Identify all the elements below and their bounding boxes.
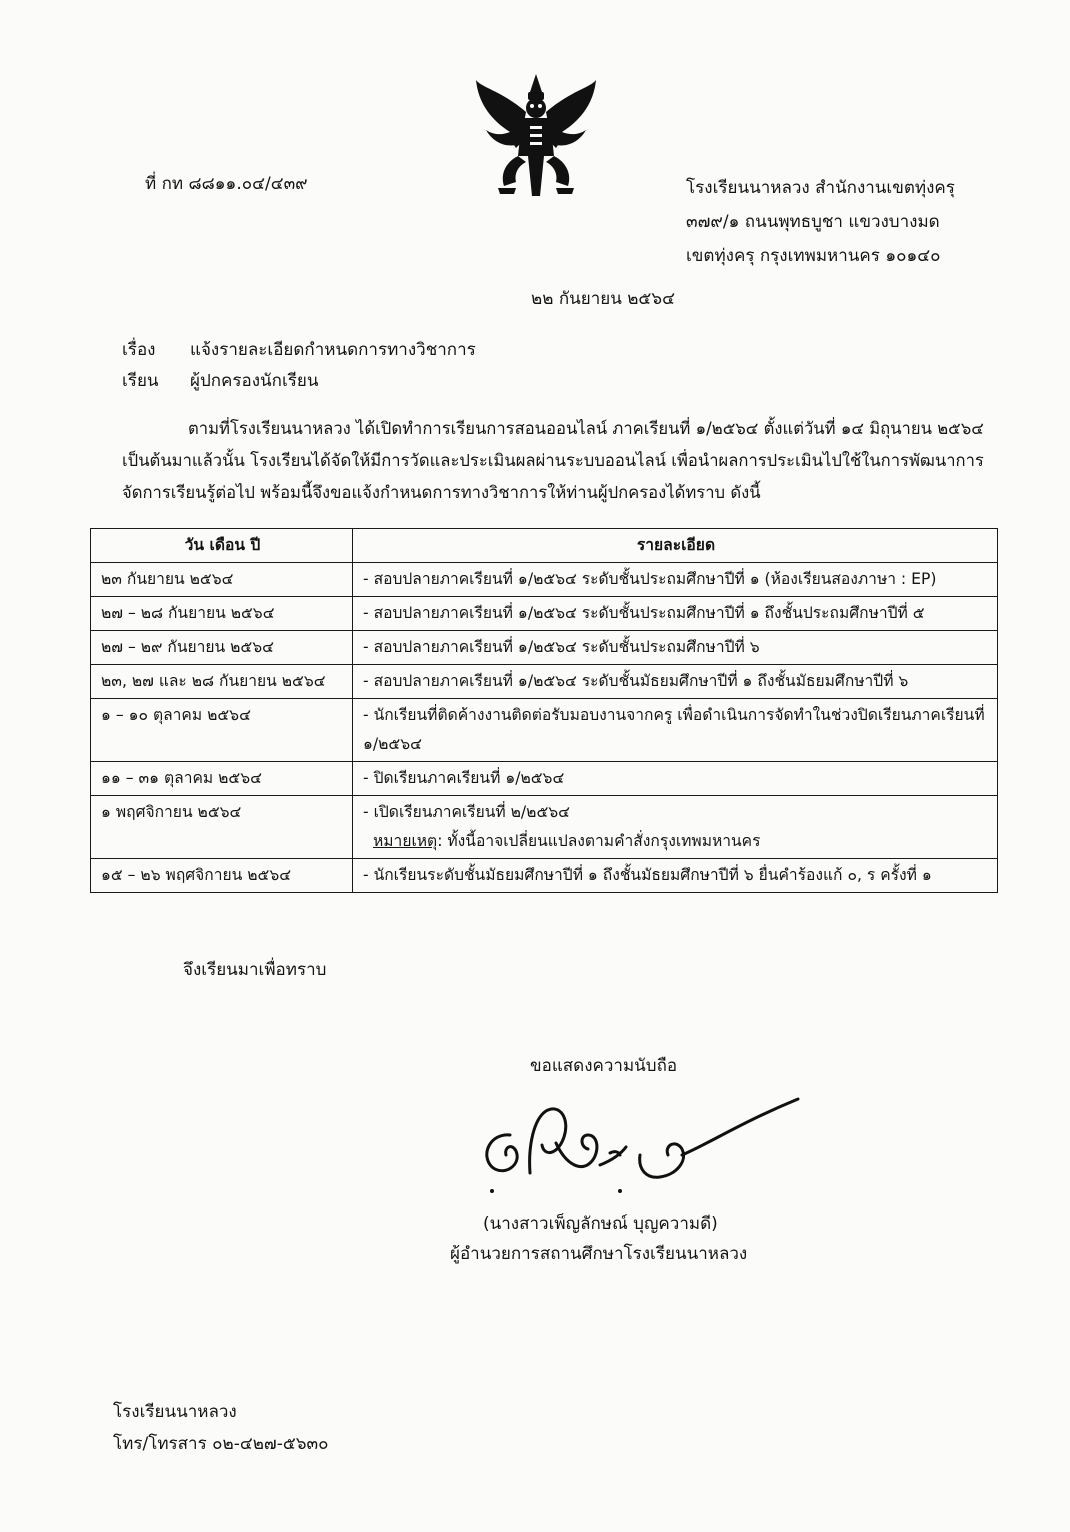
reference-number: ที่ กท ๘๘๑๑.๐๔/๔๓๙ [145, 174, 308, 194]
table-row [91, 631, 998, 665]
subject-text: แจ้งรายละเอียดกำหนดการทางวิชาการ [190, 340, 476, 360]
row-note [363, 827, 989, 856]
row-date: ๒๗ – ๒๘ กันยายน ๒๕๖๔ [91, 597, 353, 631]
row-detail: - ปิดเรียนภาคเรียนที่ ๑/๒๕๖๔ [353, 762, 998, 796]
row-detail: - สอบปลายภาคเรียนที่ ๑/๒๕๖๔ ระดับชั้นมัธยมศึกษาปีที่ ๑ ถึงชั้นมัธยมศึกษาปีที่ ๖ [353, 665, 998, 699]
address-line-1: โรงเรียนนาหลวง สำนักงานเขตทุ่งครุ [686, 178, 955, 198]
subject-label: เรื่อง [122, 340, 156, 360]
row-date: ๑๕ – ๒๖ พฤศจิกายน ๒๕๖๔ [91, 859, 353, 893]
row-date: ๒๓ กันยายน ๒๕๖๔ [91, 563, 353, 597]
table-row [91, 699, 998, 762]
letter-date: ๒๒ กันยายน ๒๕๖๔ [531, 289, 675, 309]
row-detail: - นักเรียนที่ติดค้างงานติดต่อรับมอบงานจากครู เพื่อดำเนินการจัดทำในช่วงปิดเรียนภาคเรียนที่ ๑/๒๕๖๔ [353, 699, 998, 762]
table-row [91, 563, 998, 597]
row-date: ๒๓, ๒๗ และ ๒๘ กันยายน ๒๕๖๔ [91, 665, 353, 699]
recipient-text: ผู้ปกครองนักเรียน [190, 371, 319, 391]
row-detail: - เปิดเรียนภาคเรียนที่ ๒/๒๕๖๔ [363, 803, 570, 821]
garuda-emblem [470, 70, 602, 202]
table-header-row [91, 529, 998, 563]
footer-school: โรงเรียนนาหลวง [113, 1402, 237, 1422]
row-date: ๒๗ – ๒๙ กันยายน ๒๕๖๔ [91, 631, 353, 665]
note-label: หมายเหตุ [373, 832, 438, 850]
row-date: ๑ – ๑๐ ตุลาคม ๒๕๖๔ [91, 699, 353, 762]
table-row [91, 665, 998, 699]
row-date: ๑ พฤศจิกายน ๒๕๖๔ [91, 796, 353, 859]
table-row [91, 859, 998, 893]
address-line-3: เขตทุ่งครุ กรุงเทพมหานคร ๑๐๑๔๐ [686, 246, 941, 266]
column-header-detail: รายละเอียด [353, 529, 998, 563]
table-row [91, 762, 998, 796]
row-detail: - นักเรียนระดับชั้นมัธยมศึกษาปีที่ ๑ ถึงชั้นมัธยมศึกษาปีที่ ๖ ยื่นคำร้องแก้ ๐, ร ครั้งที่ ๑ [353, 859, 998, 893]
row-detail-cell [353, 796, 998, 859]
column-header-date: วัน เดือน ปี [91, 529, 353, 563]
signatory-name: (นางสาวเพ็ญลักษณ์ บุญความดี) [483, 1214, 718, 1234]
recipient-label: เรียน [122, 371, 159, 391]
table-row [91, 597, 998, 631]
row-detail: - สอบปลายภาคเรียนที่ ๑/๒๕๖๔ ระดับชั้นประถมศึกษาปีที่ ๑ ถึงชั้นประถมศึกษาปีที่ ๕ [353, 597, 998, 631]
closing-line: จึงเรียนมาเพื่อทราบ [183, 960, 327, 980]
table-row [91, 796, 998, 859]
body-paragraph: ตามที่โรงเรียนนาหลวง ได้เปิดทำการเรียนการสอนออนไลน์ ภาคเรียนที่ ๑/๒๕๖๔ ตั้งแต่วันที่ ๑๔ มิถุนายน ๒๕๖๔ เป็นต้นมาแล้วนั้น โรงเรียนได้จัดให้มีการวัดและประเมินผลผ่านระบบออนไลน์ เพื่อนำผลการประเมินไปใช้ในการพัฒนาการจัดการเรียนรู้ต่อไป พร้อมนี้จึงขอแจ้งกำหนดการทางวิชาการให้ท่านผู้ปกครองได้ทราบ ดังนี้ [122, 419, 984, 502]
schedule-table [90, 528, 998, 893]
footer-phone: โทร/โทรสาร ๐๒-๔๒๗-๕๖๓๐ [113, 1434, 329, 1454]
row-detail: - สอบปลายภาคเรียนที่ ๑/๒๕๖๔ ระดับชั้นประถมศึกษาปีที่ ๑ (ห้องเรียนสองภาษา : EP) [353, 563, 998, 597]
row-detail: - สอบปลายภาคเรียนที่ ๑/๒๕๖๔ ระดับชั้นประถมศึกษาปีที่ ๖ [353, 631, 998, 665]
signatory-position: ผู้อำนวยการสถานศึกษาโรงเรียนนาหลวง [450, 1244, 748, 1264]
handwritten-signature [470, 1095, 810, 1205]
regards-line: ขอแสดงความนับถือ [530, 1056, 678, 1076]
address-line-2: ๓๗๙/๑ ถนนพุทธบูชา แขวงบางมด [686, 212, 940, 232]
note-text: : ทั้งนี้อาจเปลี่ยนแปลงตามคำสั่งกรุงเทพมหานคร [437, 832, 761, 850]
row-date: ๑๑ – ๓๑ ตุลาคม ๒๕๖๔ [91, 762, 353, 796]
